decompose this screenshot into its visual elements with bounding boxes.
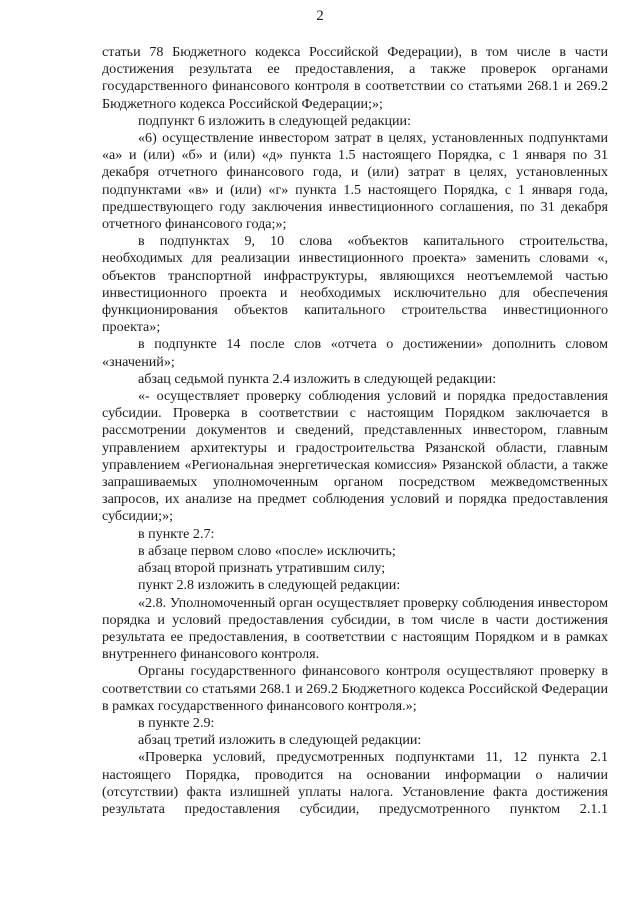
paragraph: в подпунктах 9, 10 слова «объектов капитального строительства, необходимых для реализации инвестиционного проекта» заменить словами «, объектов транспортной инфраструктуры, являющихся неотъемлемой частью инвестиционного проекта и необходимых исключительно для обеспечения функционирования объектов капитального строительства инвестиционного проекта»; xyxy=(102,233,608,336)
paragraph: в пункте 2.7: xyxy=(138,525,215,542)
paragraph: в абзаце первом слово «после» исключить; xyxy=(138,542,396,559)
paragraph: абзац второй признать утратившим силу; xyxy=(138,560,386,577)
paragraph: «2.8. Уполномоченный орган осуществляет проверку соблюдения инвестором порядка и условий предоставления субсидии, в том числе в части достижения результата ее предоставления, в соответствии с настоящим Порядком и в рамках внутреннего финансового контроля. xyxy=(102,594,608,663)
paragraph: в пункте 2.9: xyxy=(138,714,215,731)
paragraph: «Проверка условий, предусмотренных подпунктами 11, 12 пункта 2.1 настоящего Порядка, проводится на основании информации о наличии (отсутствии) факта излишней уплаты налога. Установление факта достижения результата предоставления субсидии, предусмотренного пунктом 2.1.1 xyxy=(102,749,608,817)
paragraph: в подпункте 14 после слов «отчета о достижении» дополнить словом «значений»; xyxy=(102,336,608,370)
paragraph: «6) осуществление инвестором затрат в целях, установленных подпунктами «а» и (или) «б» и (или) «д» пункта 1.5 настоящего Порядка, с 1 января по 31 декабря отчетного финансового года, и (или) затрат в целях, установленных подпунктами «в» и (или) «г» пункта 1.5 настоящего Порядка, с 1 января года, предшествующего году заключения инвестиционного соглашения, по 31 декабря отчетного финансового года;»; xyxy=(102,130,608,233)
paragraph: подпункт 6 изложить в следующей редакции: xyxy=(138,112,412,129)
paragraph: статьи 78 Бюджетного кодекса Российской Федерации), в том числе в части достижения результата ее предоставления, а также проверок органами государственного финансового контроля в соответствии со статьями 268.1 и 269.2 Бюджетного кодекса Российской Федерации;»; xyxy=(102,44,608,112)
paragraph: абзац третий изложить в следующей редакции: xyxy=(138,732,422,749)
paragraph: Органы государственного финансового контроля осуществляют проверку в соответствии со статьями 268.1 и 269.2 Бюджетного кодекса Российской Федерации в рамках государственного финансового контроля.»; xyxy=(102,663,608,714)
paragraph: абзац седьмой пункта 2.4 изложить в следующей редакции: xyxy=(138,370,497,387)
document-body xyxy=(102,44,608,818)
page-number: 2 xyxy=(316,8,324,24)
paragraph: пункт 2.8 изложить в следующей редакции: xyxy=(138,577,401,594)
paragraph: «- осуществляет проверку соблюдения условий и порядка предоставления субсидии. Проверка в соответствии с настоящим Порядком заключается в рассмотрении документов и сведений, представленных инвестором, главным управлением архитектуры и градостроительства Рязанской области, главным управлением «Региональная энергетическая комиссия» Рязанской области, а также запрашиваемых уполномоченным органом посредством межведомственных запросов, их анализе на предмет соблюдения условий и порядка предоставления субсидии;»; xyxy=(102,388,608,525)
